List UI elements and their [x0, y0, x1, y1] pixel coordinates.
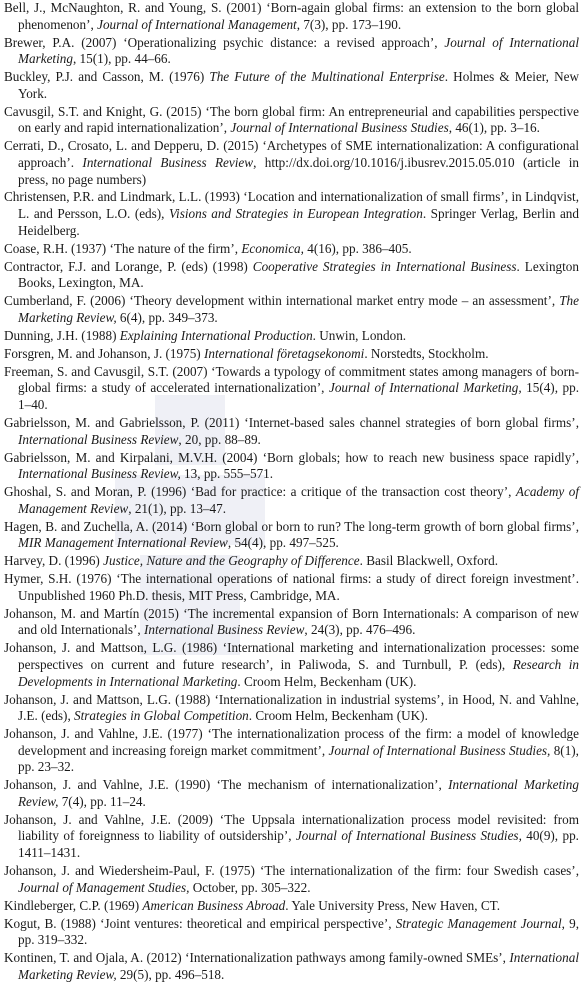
reference-entry [4, 415, 579, 448]
reference-text: . Basil Blackwell, Oxford. [359, 553, 499, 569]
reference-entry [4, 138, 579, 188]
reference-entry [4, 777, 579, 810]
reference-entry [4, 916, 579, 949]
reference-text: Gabrielsson, M. and Kirpalani, M.V.H. (2004) ‘Born globals; how to reach new business space rapidly’, [4, 449, 579, 465]
reference-text: , 15(1), pp. 44–66. [72, 51, 171, 67]
reference-text: . Springer Verlag, Berlin and Heidelberg. [18, 206, 579, 238]
reference-text: Johanson, J. and Mattson, L.G. (1986) ‘International marketing and internationalization processes: some perspectives on current and future research’, in Paliwoda, S. and Turnbull, P. (eds), [4, 640, 579, 672]
reference-entry [4, 104, 579, 137]
reference-text: Dunning, J.H. (1988) [4, 327, 120, 343]
reference-source-title: Strategic Management Journal [395, 915, 562, 931]
reference-text: Ghoshal, S. and Moran, P. (1996) ‘Bad for practice: a critique of the transaction cost theory’, [4, 484, 516, 500]
reference-source-title: American Business Abroad [142, 897, 286, 913]
reference-source-title: Journal of International Business Studies, [295, 828, 522, 844]
reference-text: 40(9), pp. 1411–1431. [18, 828, 579, 861]
reference-text: . Unwin, London. [312, 327, 407, 343]
reference-source-title: Journal of International Business Studies [230, 120, 449, 136]
reference-text: Hymer, S.H. (1976) ‘The international operations of national firms: a study of direct foreign investment’. Unpublished 1960 Ph.D. thesis, MIT Press, Cambridge, MA. [4, 571, 579, 603]
reference-text: . Holmes & Meier, New York. [18, 69, 579, 101]
reference-source-title: International Marketing Review, [18, 777, 579, 809]
reference-source-title: International företagsekonomi [204, 345, 365, 361]
reference-source-title: The Future of the Multinational Enterprise [209, 69, 445, 85]
reference-text: Johanson, J. and Vahlne, J.E. (1977) ‘The internationalization process of the firm: a model of knowledge development and increasing foreign market commitment’, [4, 726, 579, 758]
reference-source-title: Explaining International Production [119, 327, 313, 343]
reference-text: 6(4), pp. 349–373. [116, 309, 218, 325]
reference-text: Contractor, F.J. and Lorange, P. (eds) (1998) [4, 258, 253, 274]
reference-entry [4, 346, 579, 363]
reference-text: Buckley, P.J. and Casson, M. (1976) [4, 69, 210, 85]
reference-text: 13, pp. 555–571. [180, 466, 274, 482]
reference-text: Brewer, P.A. (2007) ‘Operationalizing psychic distance: a revised approach’, [4, 34, 445, 50]
reference-source-title: MIR Management International Review [18, 535, 228, 551]
reference-text: 4(16), pp. 386–405. [303, 240, 412, 256]
reference-entry [4, 812, 579, 862]
reference-text: Johanson, J. and Vahlne, J.E. (2009) ‘The Uppsala internationalization process model revisited: from liability of foreignness to liability of outsidership’, [4, 811, 579, 844]
reference-text: , 46(1), pp. 3–16. [448, 120, 540, 136]
reference-entry [4, 259, 579, 292]
reference-text: 15(4), pp. 1–40. [18, 380, 579, 412]
reference-source-title: Visions and Strategies in European Integration [168, 206, 423, 222]
reference-text: Johanson, J. and Mattson, L.G. (1988) ‘Internationalization in industrial systems’, in Hood, N. and Vahlne, J.E. (eds), [4, 691, 579, 724]
reference-text: Cumberland, F. (2006) ‘Theory development within international market entry mode – an assessment’, [4, 293, 560, 309]
reference-source-title: Journal of International Management [97, 16, 297, 32]
reference-source-title: Journal of International Business Studies, [328, 742, 551, 758]
reference-text: Johanson, J. and Vahlne, J.E. (1990) ‘The mechanism of internationalization’, [4, 777, 449, 793]
reference-entry [4, 293, 579, 326]
reference-entry [4, 519, 579, 552]
reference-entry [4, 553, 579, 570]
reference-source-title: International Business Review [82, 154, 254, 170]
reference-source-title: International Marketing Review, [18, 950, 579, 982]
reference-entry [4, 484, 579, 517]
reference-text: . Croom Helm, Beckenham (UK). [248, 708, 428, 724]
reference-text: . Croom Helm, Beckenham (UK). [237, 673, 417, 689]
reference-text: Christensen, P.R. and Lindmark, L.L. (1993) ‘Location and internationalization of small firms’, in Lindqvist, L. and Persson, L.O. (eds), [4, 189, 579, 222]
reference-text: October, pp. 305–322. [189, 879, 311, 895]
reference-entry [4, 726, 579, 776]
reference-text: 7(4), pp. 11–24. [58, 793, 146, 809]
reference-text: Kogut, B. (1988) ‘Joint ventures: theoretical and empirical perspective’, [4, 915, 396, 931]
reference-source-title: Strategies in Global Competition [74, 708, 249, 724]
reference-text: Harvey, D. (1996) [4, 553, 104, 569]
reference-entry [4, 0, 579, 33]
reference-entry [4, 640, 579, 690]
reference-entry [4, 35, 579, 68]
reference-entry [4, 571, 579, 604]
reference-entry [4, 863, 579, 896]
reference-entry [4, 606, 579, 639]
reference-text: 29(5), pp. 496–518. [116, 966, 225, 982]
reference-text: Cerrati, D., Crosato, L. and Depperu, D. (2015) ‘Archetypes of SME internationalization: A configurational approach’. [4, 138, 579, 170]
reference-entry [4, 950, 579, 983]
reference-entry [4, 898, 579, 915]
reference-text: Kindleberger, C.P. (1969) [4, 897, 143, 913]
reference-text: Freeman, S. and Cavusgil, S.T. (2007) ‘Towards a typology of commitment states among managers of born-global firms: a study of accelerated internationalization’, [4, 363, 579, 396]
reference-entry [4, 189, 579, 239]
reference-text: , 54(4), pp. 497–525. [227, 535, 339, 551]
reference-text: , 20, pp. 88–89. [178, 431, 261, 447]
reference-entry [4, 328, 579, 345]
reference-source-title: International Business Review [18, 431, 179, 447]
reference-source-title: International Business Review, [18, 466, 181, 482]
reference-text: , 24(3), pp. 476–496. [304, 622, 416, 638]
reference-text: . Yale University Press, New Haven, CT. [285, 897, 501, 913]
reference-text: Gabrielsson, M. and Gabrielsson, P. (2011) ‘Internet-based sales channel strategies of born global firms’, [4, 414, 579, 430]
reference-text: Cavusgil, S.T. and Knight, G. (2015) ‘The born global firm: An entrepreneurial and capabilities perspective on early and rapid internationalization’, [4, 103, 579, 136]
reference-text: Bell, J., McNaughton, R. and Young, S. (2001) ‘Born-again global firms: an extension to the born global phenomenon’, [4, 0, 579, 32]
reference-source-title: Journal of International Marketing, [328, 380, 522, 396]
reference-source-title: Journal of International Marketing [18, 34, 579, 67]
reference-source-title: Justice, Nature and the Geography of Difference [103, 553, 360, 569]
reference-text: Johanson, J. and Wiedersheim-Paul, F. (1975) ‘The internationalization of the firm: four Swedish cases’, [4, 863, 579, 879]
reference-source-title: Cooperative Strategies in International Business [252, 258, 517, 274]
reference-source-title: International Business Review [143, 622, 305, 638]
reference-entry [4, 364, 579, 414]
reference-source-title: The Marketing Review, [18, 293, 579, 325]
reference-entry [4, 69, 579, 102]
reference-text: 8(1), pp. 23–32. [18, 742, 579, 775]
reference-source-title: Academy of Management Review [18, 484, 579, 516]
reference-text: Hagen, B. and Zuchella, A. (2014) ‘Born global or born to run? The long-term growth of born global firms’, [4, 518, 579, 534]
reference-entry [4, 450, 579, 483]
reference-text: . Lexington Books, Lexington, MA. [18, 258, 579, 291]
reference-text: Forsgren, M. and Johanson, J. (1975) [4, 345, 204, 361]
reference-text: , http://dx.doi.org/10.1016/j.ibusrev.2015.05.010 (article in press, no page numbers) [18, 154, 579, 187]
reference-source-title: Economica, [241, 240, 304, 256]
reference-text: , 21(1), pp. 13–47. [128, 500, 227, 516]
reference-entry [4, 241, 579, 258]
reference-text: Kontinen, T. and Ojala, A. (2012) ‘Internationalization pathways among family-owned SMEs’, [4, 950, 510, 966]
reference-entry [4, 692, 579, 725]
reference-text: Coase, R.H. (1937) ‘The nature of the firm’, [4, 240, 242, 256]
reference-source-title: Journal of Management Studies, [18, 879, 190, 895]
reference-text: . Norstedts, Stockholm. [364, 345, 489, 361]
reference-source-title: Research in Developments in International Marketing [18, 656, 579, 689]
reference-text: , 9, pp. 319–332. [18, 915, 579, 948]
reference-text: , 7(3), pp. 173–190. [296, 16, 402, 32]
reference-text: Johanson, M. and Martín (2015) ‘The incremental expansion of Born Internationals: A comparison of new and old Internationals’, [4, 605, 579, 638]
